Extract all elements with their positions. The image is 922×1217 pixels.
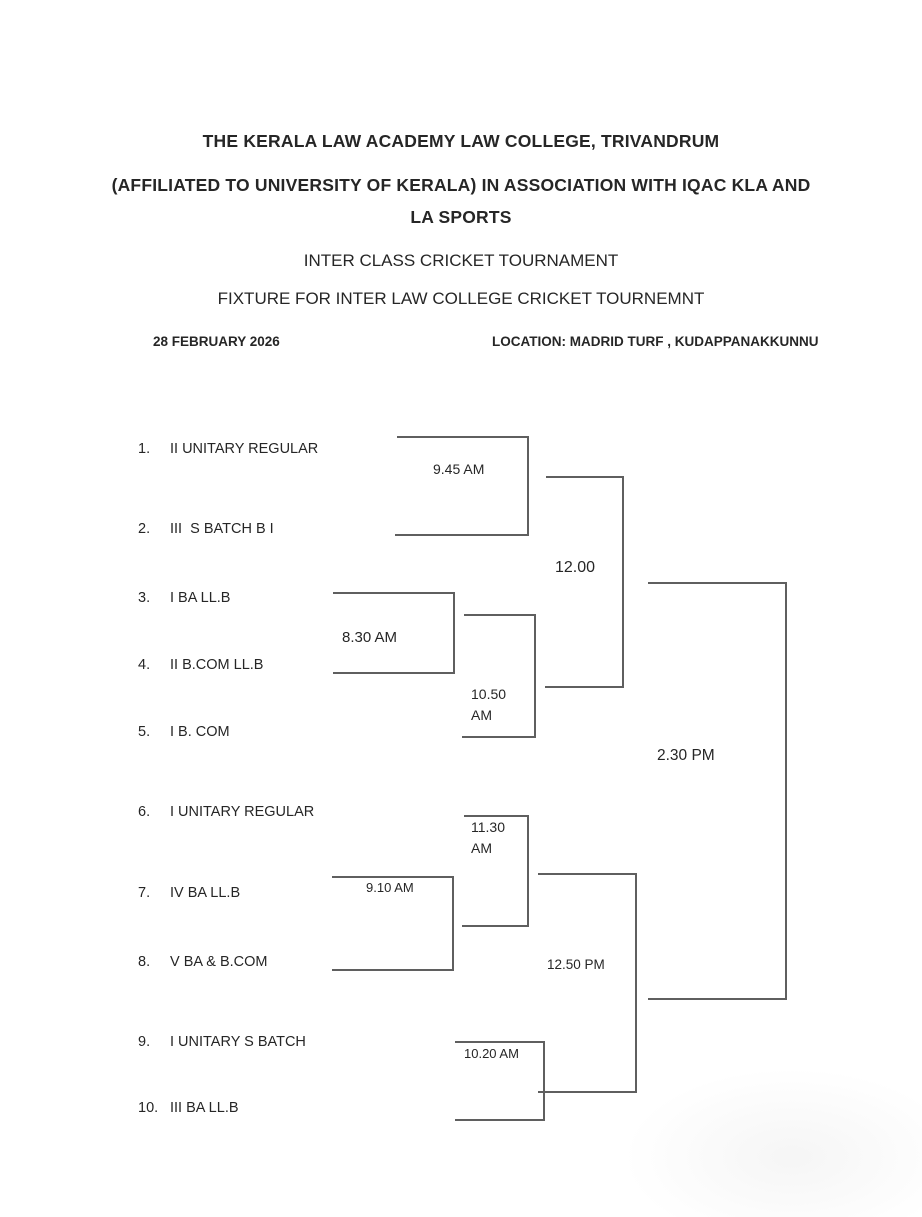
- team-name: V BA & B.COM: [170, 954, 268, 970]
- team-name: II B.COM LL.B: [170, 657, 264, 673]
- bracket-line-m910-right: [452, 876, 454, 971]
- team-row-1: [138, 440, 318, 458]
- bracket-line-m1250-top: [538, 873, 637, 875]
- team-name: I B. COM: [170, 724, 230, 740]
- bracket-line-m1250-right: [635, 873, 637, 1093]
- match-time-1130am: 11.30 AM: [471, 819, 505, 856]
- event-date: 28 FEBRUARY 2026: [153, 334, 280, 349]
- match-time-230pm: 2.30 PM: [657, 747, 715, 764]
- bracket-line-m945-right: [527, 436, 529, 536]
- team-row-7: [138, 884, 240, 902]
- bracket-line-m1020-bottom: [455, 1119, 545, 1121]
- team-number: 8.: [138, 954, 151, 970]
- team-number: 1.: [138, 441, 151, 457]
- fixture-title: FIXTURE FOR INTER LAW COLLEGE CRICKET TOURNEMNT: [217, 289, 705, 308]
- bracket-line-final-top: [648, 582, 787, 584]
- match-time-1250pm: 12.50 PM: [547, 957, 605, 972]
- tournament-title: INTER CLASS CRICKET TOURNAMENT: [303, 251, 619, 270]
- affiliation-line-1: (AFFILIATED TO UNIVERSITY OF KERALA) IN ASSOCIATION WITH IQAC KLA AND: [111, 175, 811, 195]
- team-row-4: [138, 656, 263, 674]
- bracket-line-m1200-bottom: [545, 686, 624, 688]
- team-number: 10.: [138, 1100, 159, 1116]
- bracket-line-m945-bottom: [395, 534, 529, 536]
- team-row-8: [138, 953, 268, 971]
- team-number: 7.: [138, 885, 151, 901]
- match-time-1020am: 10.20 AM: [464, 1046, 519, 1061]
- team-number: 4.: [138, 657, 151, 673]
- team-row-3: [138, 589, 230, 607]
- team-row-2: [138, 520, 274, 538]
- team-row-6: [138, 803, 314, 821]
- match-time-1200: 12.00: [555, 559, 596, 576]
- team-row-9: [138, 1033, 306, 1051]
- bracket-line-m1200-right: [622, 476, 624, 688]
- team-name: III BA LL.B: [170, 1100, 239, 1116]
- bracket-line-m1200-top: [546, 476, 624, 478]
- bracket-line-m1020-right: [543, 1041, 545, 1121]
- photo-shadow: [622, 1067, 922, 1217]
- team-name: I UNITARY S BATCH: [170, 1034, 306, 1050]
- team-number: 9.: [138, 1034, 151, 1050]
- bracket-line-m830-bottom: [333, 672, 455, 674]
- match-time-1050am: 10.50 AM: [471, 686, 507, 723]
- bracket-line-m830-top: [333, 592, 455, 594]
- team-name: I UNITARY REGULAR: [170, 804, 315, 820]
- team-number: 6.: [138, 804, 151, 820]
- college-title: THE KERALA LAW ACADEMY LAW COLLEGE, TRIVANDRUM: [202, 131, 720, 151]
- bracket-line-final-right: [785, 582, 787, 1000]
- bracket-line-m830-right: [453, 592, 455, 674]
- bracket-line-final-bottom: [648, 998, 787, 1000]
- team-number: 3.: [138, 590, 151, 606]
- affiliation-line-2: LA SPORTS: [410, 207, 512, 227]
- event-location: LOCATION: MADRID TURF , KUDAPPANAKKUNNU: [492, 334, 819, 349]
- bracket-line-m1050-top: [464, 614, 536, 616]
- bracket-line-m1050-right: [534, 614, 536, 738]
- team-row-5: [138, 723, 230, 741]
- bracket-line-m1050-bottom: [462, 736, 536, 738]
- team-name: III S BATCH B I: [170, 521, 274, 537]
- team-name: I BA LL.B: [170, 590, 231, 606]
- match-time-830am: 8.30 AM: [342, 629, 398, 646]
- team-number: 2.: [138, 521, 151, 537]
- team-name: IV BA LL.B: [170, 885, 241, 901]
- bracket-line-m1130-right: [527, 815, 529, 927]
- bracket-line-m1130-bottom: [462, 925, 529, 927]
- bracket-line-m910-bottom: [332, 969, 454, 971]
- bracket-line-m1250-bottom: [538, 1091, 635, 1093]
- match-time-910am: 9.10 AM: [366, 880, 414, 895]
- match-time-945am: 9.45 AM: [433, 461, 485, 477]
- team-row-10: [138, 1099, 239, 1117]
- team-name: II UNITARY REGULAR: [170, 441, 319, 457]
- bracket-line-m945-top: [397, 436, 529, 438]
- team-number: 5.: [138, 724, 151, 740]
